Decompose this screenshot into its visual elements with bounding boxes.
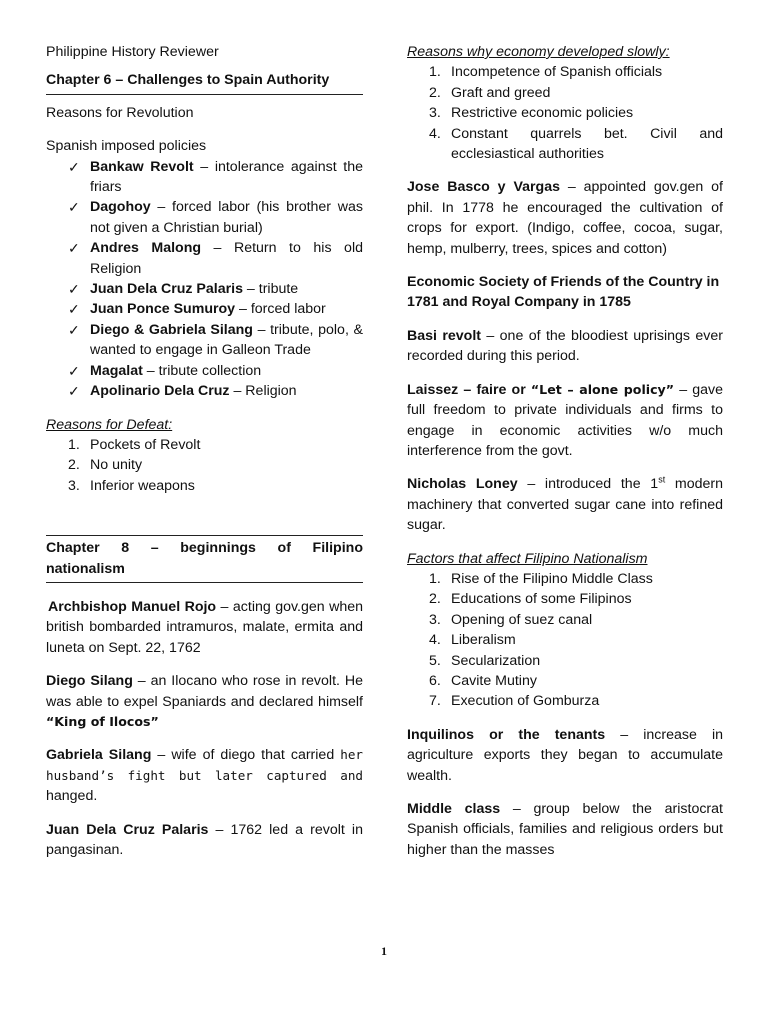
nationalism-factors-list [407, 569, 723, 712]
list-number: 3. [429, 611, 441, 628]
list-text: No unity [90, 457, 143, 474]
revolt-desc: – forced labor (his brother was not given a Christian burial) [90, 199, 363, 236]
left-column [46, 42, 363, 860]
revolt-item [46, 197, 363, 238]
list-text: Restrictive economic policies [451, 105, 634, 122]
revolt-desc: – tribute [242, 281, 299, 298]
nationalism-factor-item [407, 671, 723, 691]
nationalism-factor-item [407, 569, 723, 589]
economic-society: Economic Society of Friends of the Country in 1781 and Royal Company in 1785 [407, 274, 720, 311]
list-number: 7. [429, 693, 441, 710]
list-text: Educations of some Filipinos [451, 591, 632, 608]
reasons-for-revolution-label: Reasons for Revolution [46, 104, 194, 121]
list-number: 5. [429, 652, 441, 669]
list-text: Secularization [451, 652, 541, 669]
chapter-6-heading: Chapter 6 – Challenges to Spain Authority [46, 70, 363, 94]
gabriela-desc-3: hanged. [46, 788, 98, 805]
list-text: Execution of Gomburza [451, 693, 600, 710]
list-text: Incompetence of Spanish officials [451, 64, 663, 81]
checkmark-icon: ✓ [68, 240, 80, 257]
revolt-desc: – tribute, polo, & wanted to engage in Galleon Trade [90, 321, 363, 359]
rojo-desc: – acting gov.gen when british bombarded intramuros, malate, ermita and luneta on Sept. 22, 1762 [46, 598, 363, 656]
revolt-item [46, 299, 363, 319]
checkmark-icon: ✓ [68, 199, 80, 216]
laissez-entry [407, 380, 723, 462]
loney-sup: st [658, 474, 666, 485]
list-number: 3. [429, 105, 441, 122]
revolt-desc: – Return to his old Religion [90, 240, 363, 277]
middle-class-desc: – group below the aristocrat Spanish officials, families and religious orders but higher than the masses [407, 801, 723, 858]
revolt-name: Andres Malong [90, 240, 202, 257]
chapter-8-heading-line1: Chapter 8 – beginnings of Filipino [46, 540, 363, 557]
loney-desc-1: – introduced the 1 [517, 476, 659, 493]
basco-desc: – appointed gov.gen of phil. In 1778 he encouraged the cultivation of crops for export. (Indigo, coffee, cocoa, sugar, hemp, mulberry, trees, spices and cotton) [407, 179, 723, 257]
revolt-item [46, 320, 363, 361]
checkmark-icon: ✓ [68, 321, 80, 338]
economy-heading: Reasons why economy developed slowly: [407, 44, 670, 60]
nationalism-factor-item [407, 589, 723, 609]
revolt-name: Juan Ponce Sumuroy [90, 301, 236, 318]
right-column [407, 42, 723, 860]
list-text: Pockets of Revolt [90, 436, 201, 453]
revolt-item [46, 238, 363, 279]
laissez-quote: “Let – alone policy” [530, 381, 675, 397]
gabriela-name: Gabriela Silang [46, 747, 152, 764]
middle-class-name: Middle class [407, 801, 501, 817]
revolt-name: Diego & Gabriela Silang [90, 321, 253, 338]
revolt-desc: – forced labor [235, 301, 326, 318]
revolt-desc: – Religion [229, 383, 297, 400]
basi-desc: – one of the bloodiest uprisings ever recorded during this period. [407, 327, 723, 365]
list-number: 1. [429, 64, 441, 81]
checkmark-icon: ✓ [68, 281, 80, 298]
defeat-reason-item [46, 455, 363, 475]
list-text: Rise of the Filipino Middle Class [451, 570, 653, 587]
economy-reason-item [407, 124, 723, 165]
economy-reason-item [407, 62, 723, 82]
palaris-name: Juan Dela Cruz Palaris [46, 821, 209, 838]
basi-name: Basi revolt [407, 327, 481, 344]
checkmark-icon: ✓ [68, 158, 80, 175]
revolt-item [46, 381, 363, 401]
checkmark-icon: ✓ [68, 362, 80, 379]
loney-entry [407, 474, 723, 535]
economic-society-entry [407, 272, 723, 313]
revolt-name: Dagohoy [90, 199, 151, 216]
palaris-entry [46, 820, 363, 861]
list-text: Constant quarrels bet. Civil and ecclesiastical authorities [451, 125, 723, 163]
economy-reason-item [407, 83, 723, 103]
nationalism-factor-item [407, 610, 723, 630]
defeat-heading: Reasons for Defeat: [46, 416, 173, 433]
middle-class-entry [407, 799, 723, 860]
list-number: 2. [68, 457, 80, 474]
defeat-reason-item [46, 435, 363, 455]
list-number: 4. [429, 632, 441, 649]
loney-desc-2: modern machinery that converted sugar cane into refined sugar. [407, 476, 724, 534]
defeat-reasons-list [46, 435, 363, 496]
revolt-name: Apolinario Dela Cruz [90, 383, 230, 400]
laissez-name: Laissez – faire or [407, 381, 531, 398]
list-text: Inferior weapons [90, 477, 195, 494]
palaris-desc: – 1762 led a revolt in pangasinan. [46, 821, 363, 858]
gabriela-desc-2: her husband’s fight but later captured and [46, 747, 363, 783]
revolt-item [46, 157, 363, 198]
diego-entry [46, 671, 363, 732]
inquilinos-desc: – increase in agriculture exports they began to accumulate wealth. [407, 726, 723, 784]
checkmark-icon: ✓ [68, 301, 80, 318]
list-number: 4. [429, 125, 441, 142]
revolt-desc: – tribute collection [142, 362, 262, 379]
list-text: Cavite Mutiny [451, 672, 537, 689]
basi-entry [407, 326, 723, 367]
list-number: 6. [429, 672, 441, 689]
defeat-reason-item [46, 476, 363, 496]
list-text: Graft and greed [451, 84, 551, 101]
page-number: 1 [381, 944, 387, 958]
list-number: 2. [429, 84, 441, 101]
revolt-name: Magalat [90, 362, 143, 379]
rojo-entry [46, 597, 363, 658]
revolt-item [46, 361, 363, 381]
chapter-8-heading [46, 535, 363, 583]
revolt-item [46, 279, 363, 299]
revolt-list [46, 157, 363, 402]
nationalism-factor-item [407, 691, 723, 711]
economy-reason-item [407, 103, 723, 123]
list-text: Opening of suez canal [451, 611, 593, 628]
basco-entry [407, 177, 723, 259]
inquilinos-name: Inquilinos or the tenants [407, 726, 606, 743]
list-number: 3. [68, 477, 80, 494]
revolt-desc: – intolerance against the friars [90, 158, 364, 196]
list-number: 1. [429, 570, 441, 587]
basco-name: Jose Basco y Vargas [407, 179, 560, 196]
gabriela-desc-1: – wife of diego that carried [151, 747, 341, 764]
nationalism-factor-item [407, 651, 723, 671]
revolt-name: Juan Dela Cruz Palaris [90, 281, 243, 298]
revolt-name: Bankaw Revolt [90, 158, 194, 175]
rojo-name: Archbishop Manuel Rojo [48, 598, 217, 615]
diego-desc: – an Ilocano who rose in revolt. He was able to expel Spaniards and declared himself [46, 673, 363, 710]
laissez-desc: – gave full freedom to private individuals and firms to engage in economic activities w/o much interference from the govt. [407, 381, 723, 459]
chapter-8-heading-line2: nationalism [46, 560, 125, 577]
loney-name: Nicholas Loney [407, 476, 518, 493]
list-number: 1. [68, 436, 80, 453]
list-number: 2. [429, 591, 441, 608]
nationalism-heading: Factors that affect Filipino Nationalism [407, 550, 648, 567]
document-title: Philippine History Reviewer [46, 44, 219, 60]
diego-name: Diego Silang [46, 673, 133, 690]
spanish-policies-label: Spanish imposed policies [46, 138, 207, 155]
diego-title: “King of Ilocos” [46, 713, 159, 729]
list-text: Liberalism [451, 632, 516, 649]
gabriela-entry [46, 745, 363, 806]
economy-reasons-list [407, 62, 723, 164]
checkmark-icon: ✓ [68, 383, 80, 400]
nationalism-factor-item [407, 630, 723, 650]
inquilinos-entry [407, 725, 723, 786]
